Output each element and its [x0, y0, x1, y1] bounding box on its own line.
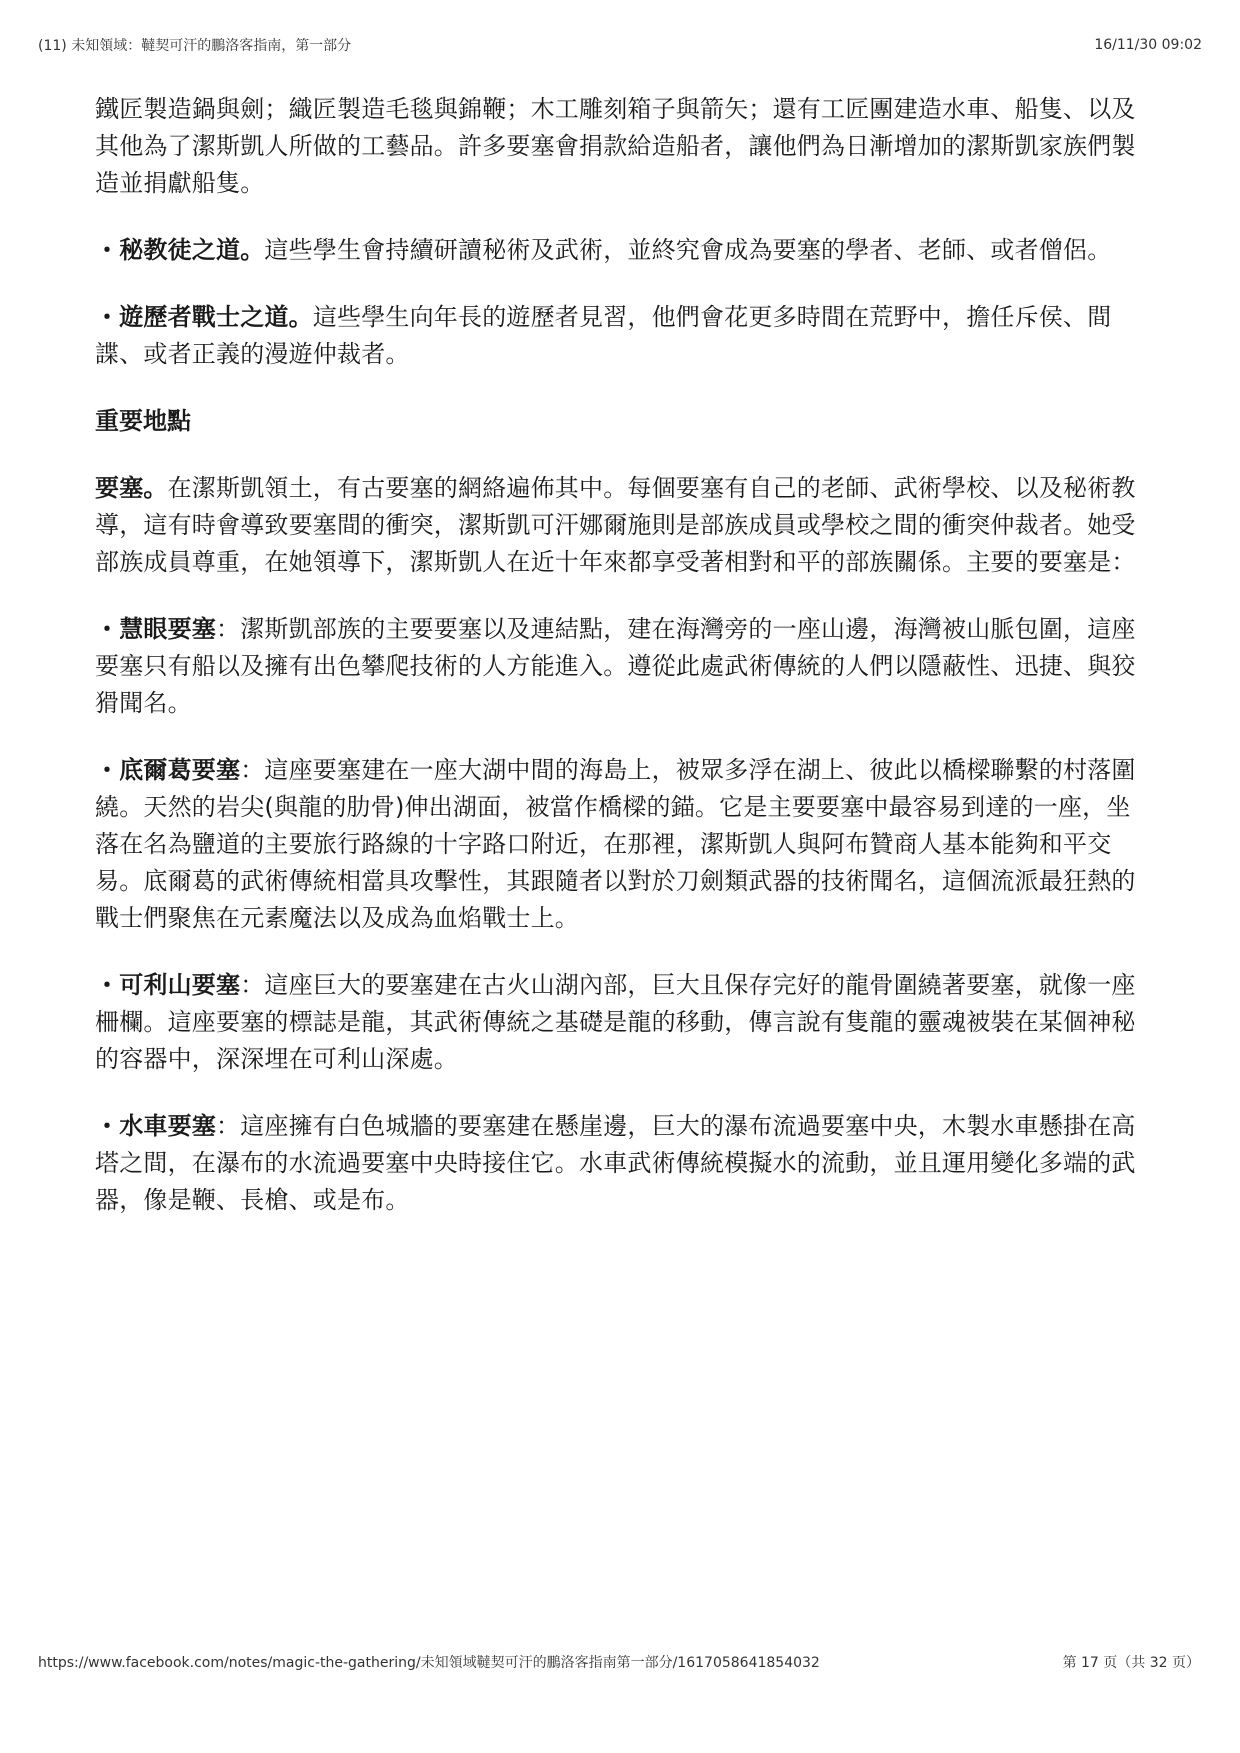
fortress-term: ・水車要塞 — [95, 1112, 216, 1140]
fortress-text: ：這座巨大的要塞建在古火山湖內部，巨大且保存完好的龍骨圍繞著要塞，就像一座柵欄。這座要塞的標誌是龍，其武術傳統之基礎是龍的移動，傳言說有隻龍的靈魂被裝在某個神秘的容器中，深深埋在可利山深處。 — [95, 971, 1136, 1073]
fortress-term: ・底爾葛要塞 — [95, 756, 241, 784]
fortress-term: ・慧眼要塞 — [95, 615, 216, 643]
fortress-item — [95, 611, 1145, 722]
path-text: 這些學生會持續研讀秘術及武術，並終究會成為要塞的學者、老師、或者僧侶。 — [264, 236, 1112, 264]
print-footer — [38, 1651, 1200, 1673]
path-item — [95, 232, 1145, 269]
fortress-item — [95, 1108, 1145, 1219]
path-term: ・秘教徒之道。 — [95, 236, 265, 264]
fortress-intro — [95, 470, 1145, 581]
page-url: https://www.facebook.com/notes/magic-the-gathering/未知領域韃契可汗的鵬洛客指南第一部分/1617058641854032 — [38, 1655, 820, 1671]
fortress-item — [95, 967, 1145, 1078]
fortress-intro-text: 在潔斯凱領土，有古要塞的網絡遍佈其中。每個要塞有自己的老師、武術學校、以及秘術教導，這有時會導致要塞間的衝突，潔斯凱可汗娜爾施則是部族成員或學校之間的衝突仲裁者。她受部族成員尊重，在她領導下，潔斯凱人在近十年來都享受著相對和平的部族關係。主要的要塞是： — [95, 474, 1136, 576]
path-text: 這些學生向年長的遊歷者見習，他們會花更多時間在荒野中，擔任斥侯、間諜、或者正義的漫遊仲裁者。 — [95, 303, 1112, 368]
print-header — [38, 34, 1202, 56]
path-item — [95, 299, 1145, 373]
section-heading: 重要地點 — [95, 407, 191, 435]
print-datetime: 16/11/30 09:02 — [1094, 37, 1202, 53]
fortress-text: ：這座擁有白色城牆的要塞建在懸崖邊，巨大的瀑布流過要塞中央，木製水車懸掛在高塔之間，在瀑布的水流過要塞中央時接住它。水車武術傳統模擬水的流動，並且運用變化多端的武器，像是鞭、長槍、或是布。 — [95, 1112, 1136, 1214]
fortress-intro-term: 要塞。 — [95, 474, 168, 502]
path-term: ・遊歷者戰士之道。 — [95, 303, 313, 331]
fortress-text: ：潔斯凱部族的主要要塞以及連結點，建在海灣旁的一座山邊，海灣被山脈包圍，這座要塞只有船以及擁有出色攀爬技術的人方能進入。遵從此處武術傳統的人們以隱蔽性、迅捷、與狡猾聞名。 — [95, 615, 1136, 717]
fortress-item — [95, 752, 1145, 937]
page-number: 第 17 页（共 32 页） — [1062, 1655, 1200, 1671]
fortress-term: ・可利山要塞 — [95, 971, 241, 999]
document-body — [95, 91, 1145, 1249]
continued-paragraph: 鐵匠製造鍋與劍；織匠製造毛毯與錦鞭；木工雕刻箱子與箭矢；還有工匠團建造水車、船隻、以及其他為了潔斯凱人所做的工藝品。許多要塞會捐款給造船者，讓他們為日漸增加的潔斯凱家族們製造並捐獻船隻。 — [95, 95, 1136, 197]
page-title: (11) 未知領域：韃契可汗的鵬洛客指南，第一部分 — [38, 38, 352, 54]
fortress-text: ：這座要塞建在一座大湖中間的海島上，被眾多浮在湖上、彼此以橋樑聯繫的村落圍繞。天然的岩尖(與龍的肋骨)伸出湖面，被當作橋樑的錨。它是主要要塞中最容易到達的一座，坐落在名為鹽道的主要旅行路線的十字路口附近，在那裡，潔斯凱人與阿布贊商人基本能夠和平交易。底爾葛的武術傳統相當具攻擊性，其跟隨者以對於刀劍類武器的技術聞名，這個流派最狂熱的戰士們聚焦在元素魔法以及成為血焰戰士上。 — [95, 756, 1136, 932]
